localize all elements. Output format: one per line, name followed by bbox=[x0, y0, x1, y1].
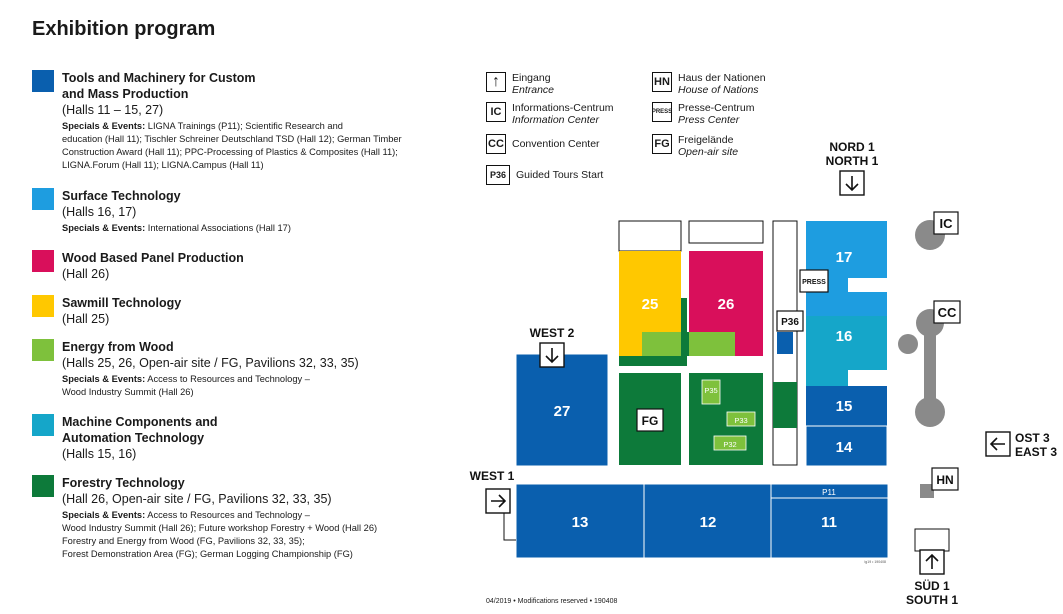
category-name: Sawmill Technology bbox=[62, 296, 182, 310]
outline-top-25 bbox=[619, 221, 681, 251]
category-name: Surface Technology bbox=[62, 189, 181, 203]
category-events: Specials & Events: International Associations (Hall 17) bbox=[62, 223, 291, 233]
legend-label: Convention Center bbox=[512, 138, 600, 150]
footer-note: 04/2019 • Modifications reserved • 190408 bbox=[486, 598, 618, 605]
hall-14-label: 14 bbox=[835, 439, 853, 456]
hall-12-label: 12 bbox=[699, 514, 717, 531]
legend-label: Guided Tours Start bbox=[516, 169, 604, 181]
arrow-up-icon: ↑ bbox=[486, 72, 506, 92]
category-halls: (Halls 16, 17) bbox=[62, 205, 137, 219]
pavilion-p32-label: P32 bbox=[723, 440, 737, 449]
press-label: PRESS bbox=[802, 279, 826, 286]
west1-connector bbox=[504, 513, 516, 540]
map-code: lg19 • 190408 bbox=[864, 560, 886, 564]
hall-16-top bbox=[806, 292, 848, 316]
south-label-en: SOUTH 1 bbox=[905, 593, 959, 607]
energy-area-26 bbox=[689, 332, 735, 356]
west1-label: WEST 1 bbox=[469, 469, 515, 483]
pavilion-p33-label: P33 bbox=[734, 416, 748, 425]
category-halls: (Halls 11 – 15, 27) bbox=[62, 103, 164, 117]
north-label-en: NORTH 1 bbox=[825, 154, 879, 168]
press-center-icon: PRESS bbox=[652, 102, 672, 122]
house-of-nations-icon: HN bbox=[652, 72, 672, 92]
category-name: Tools and Machinery for Custom and Mass Production bbox=[62, 71, 256, 101]
category-name: Wood Based Panel Production bbox=[62, 251, 244, 265]
hall-17-label: 17 bbox=[835, 249, 853, 266]
ic-label: IC bbox=[939, 216, 953, 231]
north-label-de: NORD 1 bbox=[829, 140, 875, 154]
category-name: Forestry Technology bbox=[62, 476, 185, 490]
legend-label: Haus der Nationen bbox=[678, 72, 766, 84]
energy-area-25 bbox=[642, 332, 681, 356]
legend-label: Eingang bbox=[512, 72, 551, 84]
fg-label: FG bbox=[641, 414, 659, 428]
p36-label: P36 bbox=[781, 317, 799, 328]
hall-16-gap bbox=[848, 292, 887, 316]
hall-15-label: 15 bbox=[835, 398, 853, 415]
cc-building-side bbox=[898, 334, 918, 354]
category-halls: (Hall 26, Open-air site / FG, Pavilions 32, 33, 35) bbox=[62, 492, 332, 506]
legend-label: Informations-Centrum bbox=[512, 102, 614, 114]
category-events: Specials & Events: LIGNA Trainings (P11); Scientific Research and education (Hall 11); Tischler Schreiner Deutschland TSD (Hall 12); German Timber Construction Award (Hall 11); PPC-Processing of Plastics & Composites (Hall 11); LIGNA.Forum (Hall 11); LIGNA.Campus (Hall 11) bbox=[62, 121, 402, 170]
hall-26-label: 26 bbox=[717, 296, 735, 313]
hall-13-label: 13 bbox=[571, 514, 589, 531]
cc-label: CC bbox=[937, 305, 957, 320]
p36-marker bbox=[777, 332, 793, 354]
category-halls: (Hall 26) bbox=[62, 267, 110, 281]
legend-label: Presse-Centrum bbox=[678, 102, 755, 114]
open-air-icon: FG bbox=[652, 134, 672, 154]
category-halls: (Halls 15, 16) bbox=[62, 447, 137, 461]
walkway-forestry bbox=[773, 382, 797, 428]
pavilion-p11-label: P11 bbox=[822, 488, 836, 497]
hn-label: HN bbox=[936, 473, 954, 487]
category-halls: (Hall 25) bbox=[62, 312, 110, 326]
south-label-de: SÜD 1 bbox=[914, 579, 950, 593]
category-events: Specials & Events: Access to Resources and Technology – Wood Industry Summit (Hall 26); Future workshop Forestry + Wood (Hall 26) Forestry and Energy from Wood (FG, Pavilions 32, 33, 35); Forest Demonstration Area (FG); German Logging Championship (FG) bbox=[62, 510, 378, 559]
hall-11-label: 11 bbox=[821, 514, 837, 531]
pavilion-p35-label: P35 bbox=[704, 386, 718, 395]
legend-label-en: Information Center bbox=[512, 114, 599, 126]
hall-25-label: 25 bbox=[641, 296, 659, 313]
legend-label-en: Press Center bbox=[678, 114, 740, 126]
category-events: Specials & Events: Access to Resources and Technology – Wood Industry Summit (Hall 26) bbox=[62, 374, 310, 397]
page-title: Exhibition program bbox=[32, 18, 216, 40]
info-center-icon: IC bbox=[486, 102, 506, 122]
legend-label-en: Entrance bbox=[512, 84, 555, 96]
hall-16-bottom bbox=[806, 370, 848, 386]
category-name: Machine Components and Automation Technology bbox=[62, 415, 218, 445]
category-name: Energy from Wood bbox=[62, 340, 174, 354]
east-label-de: OST 3 bbox=[1015, 431, 1050, 445]
legend-label-en: Open-air site bbox=[678, 146, 739, 158]
cc-building-bottom bbox=[915, 397, 945, 427]
east-label-en: EAST 3 bbox=[1015, 445, 1058, 459]
category-halls: (Halls 25, 26, Open-air site / FG, Pavilions 32, 33, 35) bbox=[62, 356, 359, 370]
west2-label: WEST 2 bbox=[529, 326, 575, 340]
outline-top-26 bbox=[689, 221, 763, 243]
hall-27-label: 27 bbox=[553, 403, 571, 420]
convention-center-icon: CC bbox=[486, 134, 506, 154]
south-building bbox=[915, 529, 949, 551]
legend-label: Freigelände bbox=[678, 134, 734, 146]
tours-icon: P36 bbox=[486, 165, 510, 185]
legend-label-en: House of Nations bbox=[678, 84, 759, 96]
hall-16-label: 16 bbox=[835, 328, 853, 345]
